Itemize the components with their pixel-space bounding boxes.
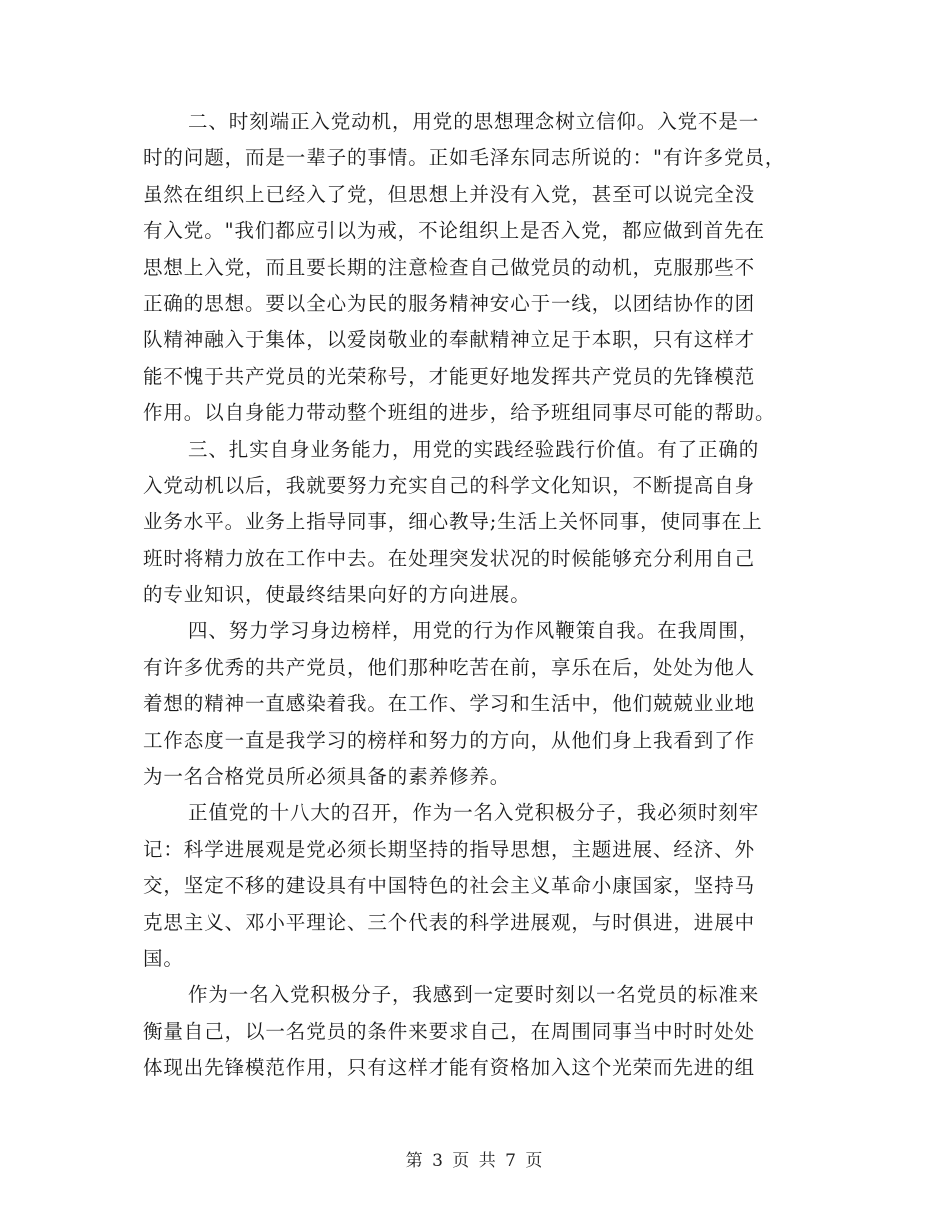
text-line: 思想上入党，而且要长期的注意检查自己做党员的动机，克服那些不 — [143, 255, 756, 279]
text-line: 班时将精力放在工作中去。在处理突发状况的时候能够充分利用自己 — [143, 546, 756, 570]
text-line: 入党动机以后，我就要努力充实自己的科学文化知识，不断提高自身 — [143, 473, 756, 497]
text-line: 业务水平。业务上指导同事，细心教导;生活上关怀同事，使同事在上 — [143, 510, 763, 534]
text-line: 作为一名入党积极分子，我感到一定要时刻以一名党员的标准来 — [188, 983, 760, 1007]
paragraph-eighteenth-congress — [143, 795, 815, 977]
text-line: 体现出先锋模范作用，只有这样才能有资格加入这个光荣而先进的组 — [143, 1056, 756, 1080]
text-line: 能不愧于共产党员的光荣称号，才能更好地发挥共产党员的先锋模范 — [143, 364, 756, 388]
text-line: 二、时刻端正入党动机，用党的思想理念树立信仰。入党不是一 — [188, 110, 760, 133]
document-body — [143, 104, 815, 1087]
text-line: 有入党。"我们都应引以为戒，不论组织上是否入党，都应做到首先在 — [143, 219, 765, 243]
text-line: 正值党的十八大的召开，作为一名入党积极分子，我必须时刻牢 — [188, 801, 760, 825]
paragraph-activist-standard — [143, 977, 815, 1086]
text-line: 的专业知识，使最终结果向好的方向进展。 — [143, 583, 531, 607]
text-line: 为一名合格党员所必须具备的素养修养。 — [143, 765, 511, 789]
text-line: 国。 — [143, 946, 184, 970]
page-number-footer: 第 3 页 共 7 页 — [405, 1151, 545, 1171]
text-line: 交，坚定不移的建设具有中国特色的社会主义革命小康国家，坚持马 — [143, 874, 756, 898]
text-line: 作用。以自身能力带动整个班组的进步，给予班组同事尽可能的帮助。 — [143, 401, 776, 425]
text-line: 正确的思想。要以全心为民的服务精神安心于一线，以团结协作的团 — [143, 291, 756, 315]
text-line: 虽然在组织上已经入了党，但思想上并没有入党，甚至可以说完全没 — [143, 182, 756, 206]
text-line: 四、努力学习身边榜样，用党的行为作风鞭策自我。在我周围， — [188, 619, 760, 643]
paragraph-party-motivation — [143, 104, 815, 432]
text-line: 着想的精神一直感染着我。在工作、学习和生活中，他们兢兢业业地 — [143, 692, 756, 716]
text-line: 队精神融入于集体，以爱岗敬业的奉献精神立足于本职，只有这样才 — [143, 328, 756, 352]
text-line: 衡量自己，以一名党员的条件来要求自己，在周围同事当中时时处处 — [143, 1019, 756, 1043]
text-line: 克思主义、邓小平理论、三个代表的科学进展观，与时俱进，进展中 — [143, 910, 756, 934]
text-line: 记：科学进展观是党必须长期坚持的指导思想，主题进展、经济、外 — [143, 837, 756, 861]
text-line: 时的问题，而是一辈子的事情。正如毛泽东同志所说的："有许多党员， — [143, 146, 786, 170]
text-line: 工作态度一直是我学习的榜样和努力的方向，从他们身上我看到了作 — [143, 728, 756, 752]
text-line: 三、扎实自身业务能力，用党的实践经验践行价值。有了正确的 — [188, 437, 760, 461]
paragraph-role-models — [143, 613, 815, 795]
paragraph-business-ability — [143, 432, 815, 614]
text-line: 有许多优秀的共产党员，他们那种吃苦在前，享乐在后，处处为他人 — [143, 655, 756, 679]
